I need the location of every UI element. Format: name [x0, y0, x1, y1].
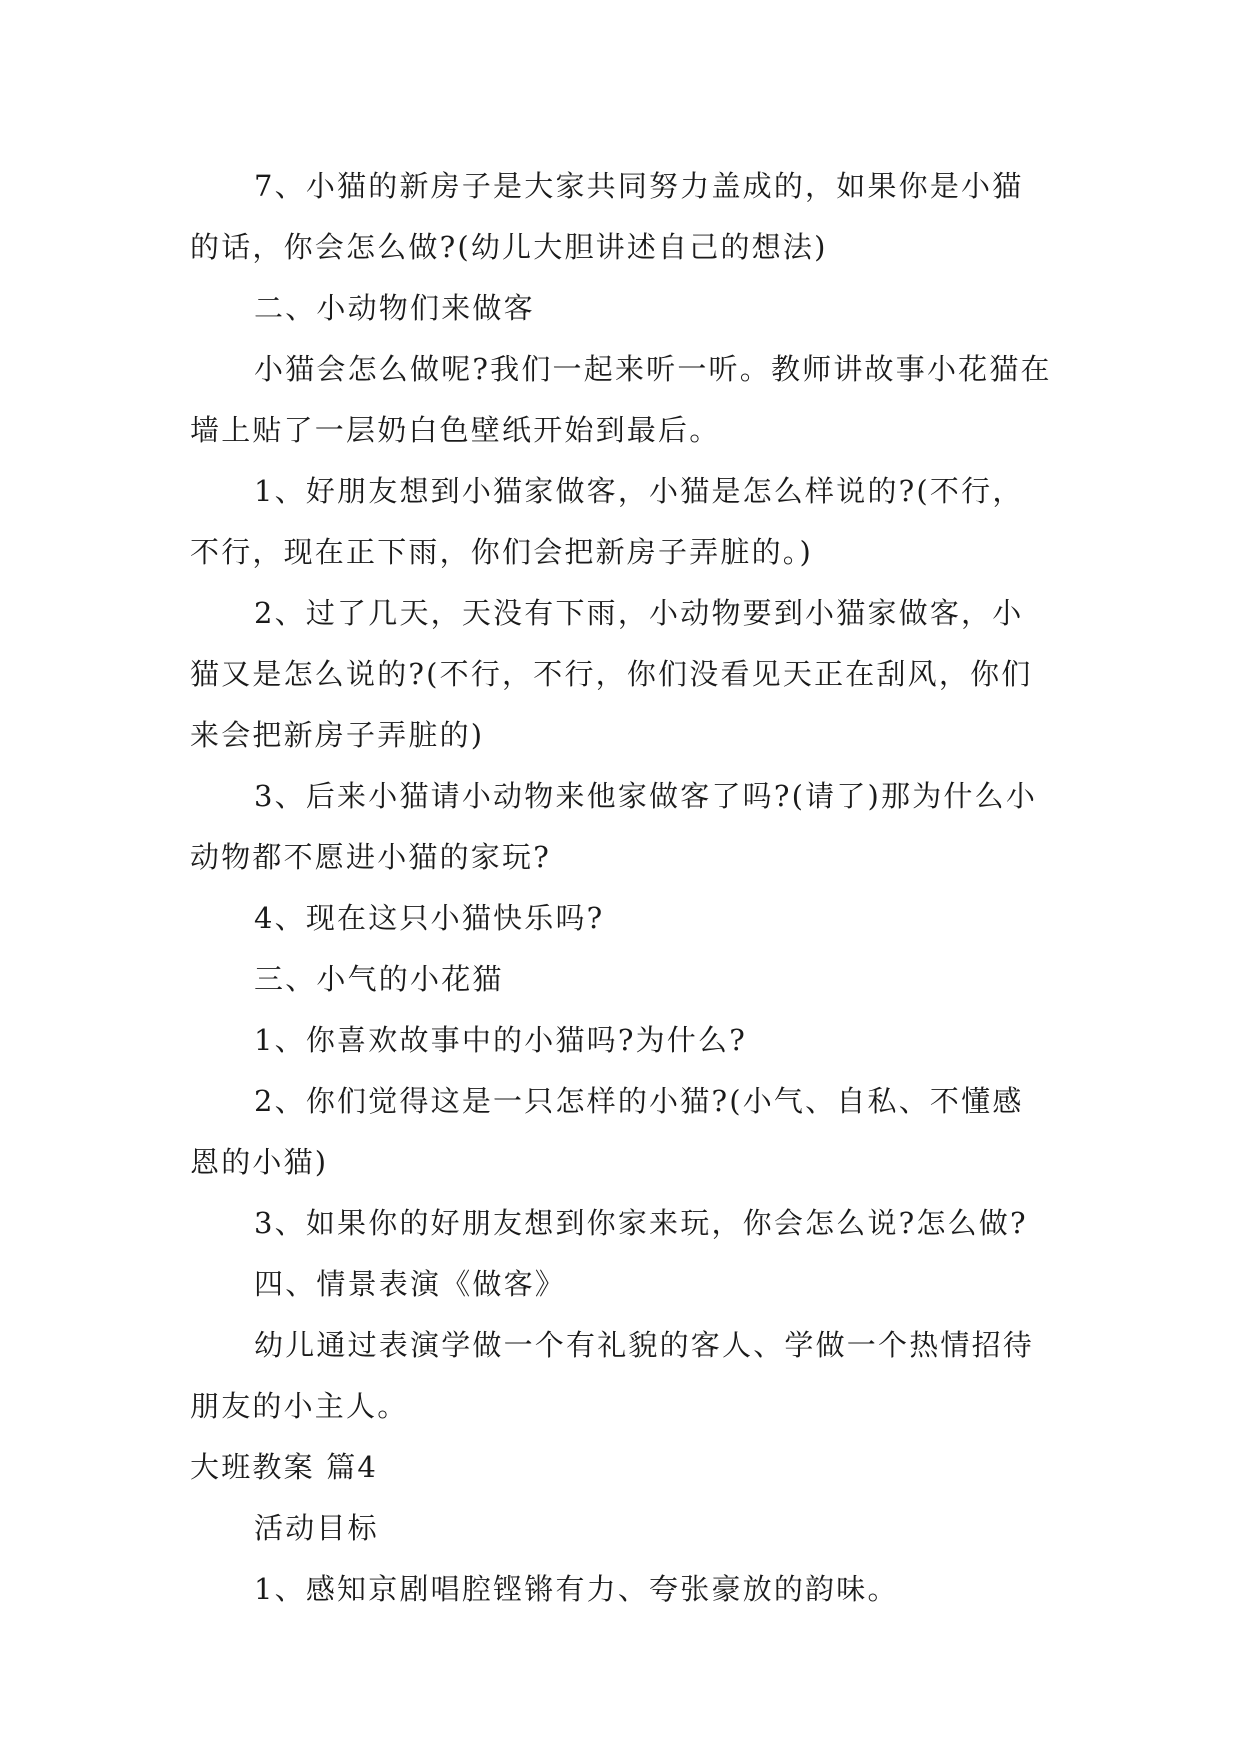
question-item: 3、后来小猫请小动物来他家做客了吗?(请了)那为什么小动物都不愿进小猫的家玩?: [190, 779, 1038, 874]
section-heading: 三、小气的小花猫: [254, 962, 504, 996]
section-heading: 二、小动物们来做客: [254, 291, 535, 325]
lesson-title: 大班教案 篇4: [190, 1450, 379, 1484]
objective-item: 1、感知京剧唱腔铿锵有力、夸张豪放的韵味。: [254, 1572, 899, 1606]
section-heading: 活动目标: [254, 1511, 379, 1545]
question-item: 1、你喜欢故事中的小猫吗?为什么?: [254, 1023, 747, 1057]
question-item: 2、你们觉得这是一只怎样的小猫?(小气、自私、不懂感恩的小猫): [190, 1084, 1024, 1179]
question-item: 3、如果你的好朋友想到你家来玩，你会怎么说?怎么做?: [254, 1206, 1028, 1240]
question-item: 1、好朋友想到小猫家做客，小猫是怎么样说的?(不行，不行，现在正下雨，你们会把新房子弄脏的。): [190, 474, 1024, 569]
question-item: 4、现在这只小猫快乐吗?: [254, 901, 605, 935]
section-heading: 四、情景表演《做客》: [254, 1267, 567, 1301]
document-body: [190, 156, 1052, 1620]
paragraph: 幼儿通过表演学做一个有礼貌的客人、学做一个热情招待朋友的小主人。: [190, 1328, 1035, 1423]
paragraph: 7、小猫的新房子是大家共同努力盖成的，如果你是小猫的话，你会怎么做?(幼儿大胆讲述自己的想法): [190, 169, 1024, 264]
paragraph: 小猫会怎么做呢?我们一起来听一听。教师讲故事小花猫在墙上贴了一层奶白色壁纸开始到最后。: [190, 352, 1052, 447]
question-item: 2、过了几天，天没有下雨，小动物要到小猫家做客，小猫又是怎么说的?(不行，不行，你们没看见天正在刮风，你们来会把新房子弄脏的): [190, 596, 1033, 752]
